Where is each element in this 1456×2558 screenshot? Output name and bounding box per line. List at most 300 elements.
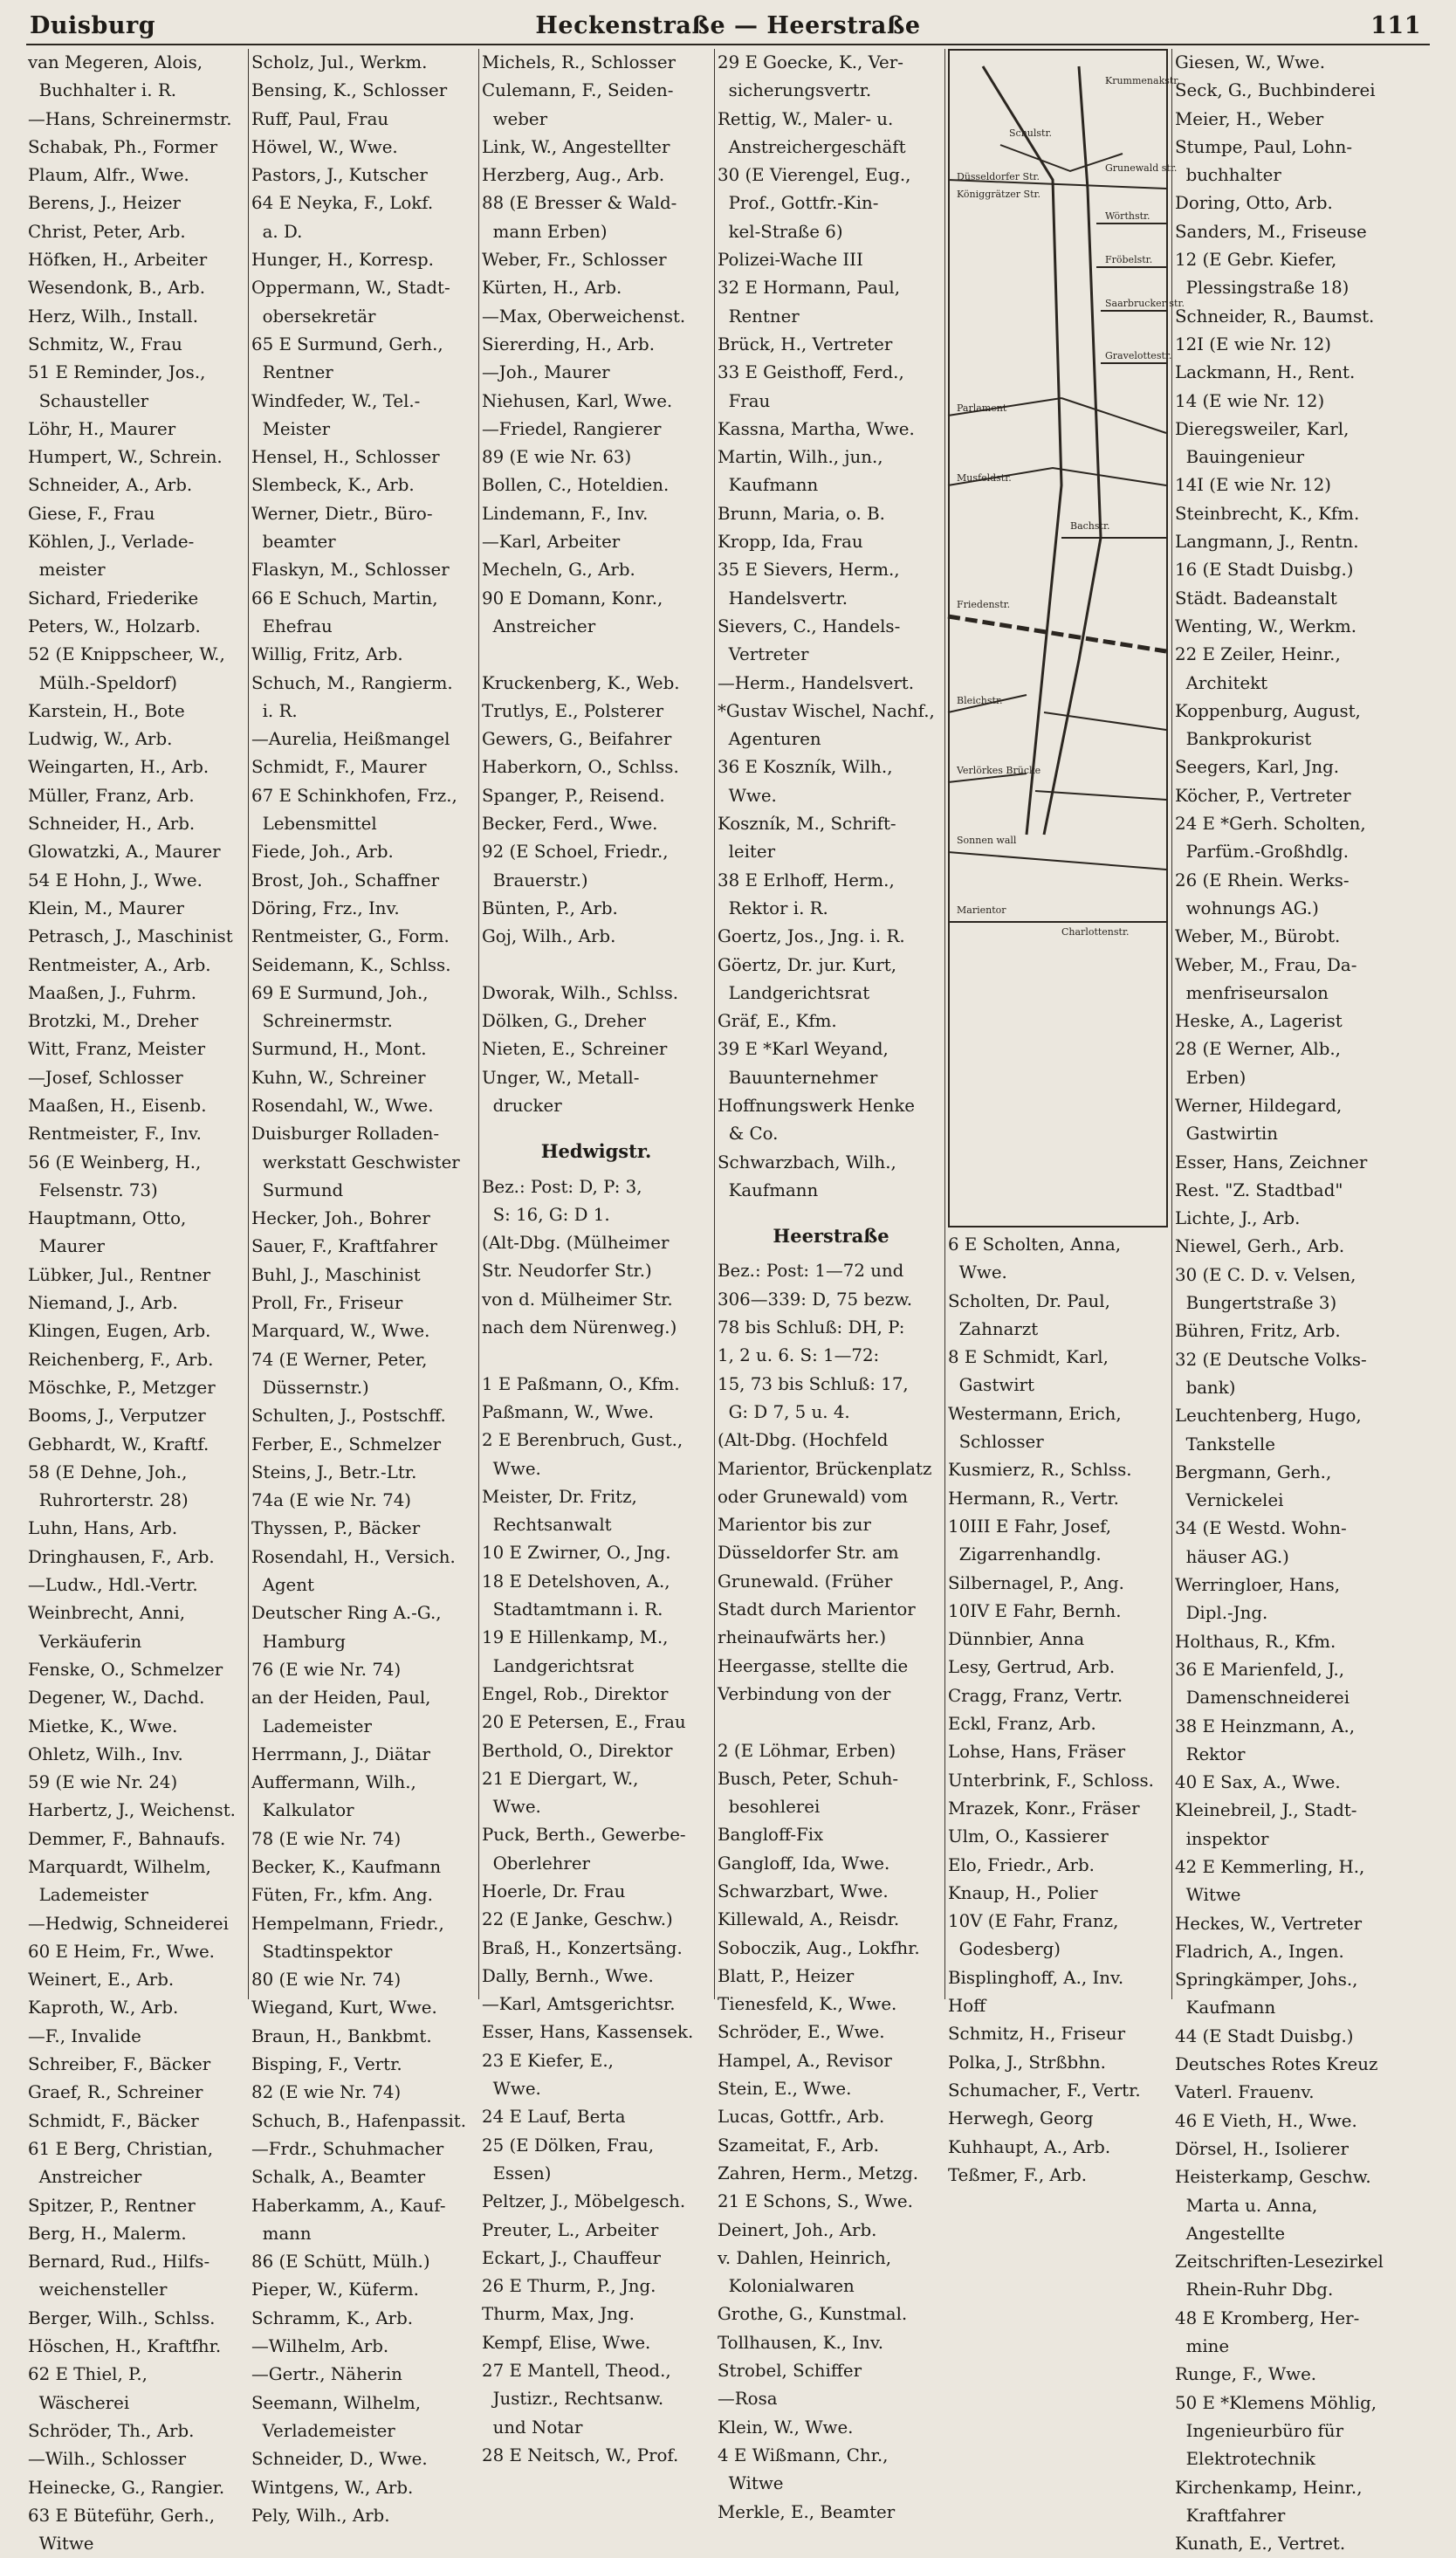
entry-line: Dünnbier, Anna bbox=[948, 1629, 1085, 1650]
entry-line: Martin, Wilh., jun., bbox=[718, 447, 883, 468]
entry-line: —Gertr., Näherin bbox=[251, 2364, 402, 2385]
entry-line: —Frdr., Schuhmacher bbox=[251, 2138, 444, 2159]
entry-line: Bühren, Fritz, Arb. bbox=[1175, 1321, 1341, 1342]
entry-line: Hamburg bbox=[251, 1631, 346, 1652]
entry-line: —Ludw., Hdl.-Vertr. bbox=[28, 1575, 198, 1596]
entry-line: 25 (E Dölken, Frau, bbox=[482, 2135, 655, 2156]
svg-text:Königgrätzer Str.: Königgrätzer Str. bbox=[957, 189, 1041, 200]
entry-line: Stadtinspektor bbox=[251, 1941, 393, 1962]
entry-line: Schreiber, F., Bäcker bbox=[28, 2054, 211, 2075]
entry-line: Ingenieurbüro für bbox=[1175, 2420, 1344, 2441]
entry-line: Heckes, W., Vertreter bbox=[1175, 1913, 1363, 1934]
entry-line: Scholten, Dr. Paul, bbox=[948, 1290, 1110, 1311]
entry-line: Schwarzbach, Wilh., bbox=[718, 1152, 896, 1172]
entry-line: Kürten, H., Arb. bbox=[482, 278, 622, 299]
entry-line: 23 E Kiefer, E., bbox=[482, 2050, 614, 2071]
entry-line: Gebhardt, W., Kraftf. bbox=[28, 1434, 209, 1454]
svg-text:Marientor: Marientor bbox=[957, 904, 1006, 916]
entry-line: Rektor bbox=[1175, 1743, 1246, 1764]
entry-line: Angestellte bbox=[1175, 2223, 1286, 2244]
entry-line: Schreinermstr. bbox=[251, 1011, 393, 1032]
entry-line: Busch, Peter, Schuh- bbox=[718, 1768, 898, 1789]
entry-line: —Hedwig, Schneiderei bbox=[28, 1913, 229, 1934]
entry-line: Schuch, M., Rangierm. bbox=[251, 672, 453, 693]
entry-line: weber bbox=[482, 108, 548, 129]
entry-line: 65 E Surmund, Gerh., bbox=[251, 334, 443, 354]
entry-line: Kleinebreil, J., Stadt- bbox=[1175, 1800, 1357, 1821]
entry-line: 78 bis Schluß: DH, P: bbox=[718, 1317, 905, 1338]
entry-line: Meister, Dr. Fritz, bbox=[482, 1486, 637, 1507]
entry-line: Wenting, W., Werkm. bbox=[1175, 615, 1357, 636]
entry-line: Marta u. Anna, bbox=[1175, 2195, 1318, 2216]
entry-line: Hempelmann, Friedr., bbox=[251, 1913, 444, 1934]
entry-line: 1, 2 u. 6. S: 1—72: bbox=[718, 1345, 880, 1366]
entry-line: 1 E Paßmann, O., Kfm. bbox=[482, 1373, 680, 1394]
page-number: 111 bbox=[1370, 12, 1421, 39]
entry-line: 89 (E wie Nr. 63) bbox=[482, 447, 632, 468]
entry-line: Culemann, F., Seiden- bbox=[482, 80, 674, 101]
entry-line: 50 E *Klemens Möhlig, bbox=[1175, 2392, 1377, 2413]
street-heading: Heerstraße bbox=[773, 1225, 889, 1248]
entry-line: Frau bbox=[718, 390, 771, 411]
entry-line: Surmund bbox=[251, 1179, 344, 1200]
entry-line: 10IV E Fahr, Bernh. bbox=[948, 1600, 1122, 1621]
entry-line: —Joh., Maurer bbox=[482, 362, 610, 383]
entry-line: 28 E Neitsch, W., Prof. bbox=[482, 2445, 679, 2465]
entry-line: Kolonialwaren bbox=[718, 2276, 855, 2297]
entry-line: Tankstelle bbox=[1175, 1434, 1275, 1454]
entry-line: —F., Invalide bbox=[28, 2025, 141, 2046]
entry-line: Witwe bbox=[28, 2534, 94, 2555]
entry-line: Seck, G., Buchbinderei bbox=[1175, 80, 1376, 101]
entry-line: 12 (E Gebr. Kiefer, bbox=[1175, 250, 1337, 271]
entry-line: 46 E Vieth, H., Wwe. bbox=[1175, 2110, 1357, 2131]
entry-line: Herwegh, Georg bbox=[948, 2108, 1094, 2129]
entry-line bbox=[718, 1709, 944, 1736]
entry-line: Brück, H., Vertreter bbox=[718, 334, 893, 354]
street-range-header: Heckenstraße — Heerstraße bbox=[535, 12, 921, 39]
entry-line: Goertz, Jos., Jng. i. R. bbox=[718, 926, 905, 947]
entry-line: Hampel, A., Revisor bbox=[718, 2050, 892, 2071]
entry-line: Verlademeister bbox=[251, 2420, 395, 2441]
entry-line: 26 (E Rhein. Werks- bbox=[1175, 870, 1350, 890]
entry-line: Weinbrecht, Anni, bbox=[28, 1603, 186, 1624]
entry-line: 24 E Lauf, Berta bbox=[482, 2107, 626, 2128]
entry-line: Knaup, H., Polier bbox=[948, 1882, 1098, 1903]
entry-line: G: D 7, 5 u. 4. bbox=[718, 1401, 850, 1422]
entry-line: 2 E Berenbruch, Gust., bbox=[482, 1430, 683, 1451]
entry-line: Preuter, L., Arbeiter bbox=[482, 2219, 659, 2240]
entry-line: 59 (E wie Nr. 24) bbox=[28, 1772, 178, 1793]
entry-line: Ohletz, Wilh., Inv. bbox=[28, 1743, 183, 1764]
entry-line: Felsenstr. 73) bbox=[28, 1179, 158, 1200]
entry-line: Mecheln, G., Arb. bbox=[482, 560, 635, 581]
entry-line: Lichte, J., Arb. bbox=[1175, 1208, 1301, 1229]
entry-line: Blatt, P., Heizer bbox=[718, 1965, 855, 1986]
entry-line: Hoff bbox=[948, 1996, 986, 2017]
entry-line: Meister bbox=[251, 418, 331, 439]
entry-line: Eckl, Franz, Arb. bbox=[948, 1714, 1096, 1735]
entry-line: 42 E Kemmerling, H., bbox=[1175, 1857, 1365, 1877]
entry-line: Becker, K., Kaufmann bbox=[251, 1857, 442, 1877]
entry-line: Damenschneiderei bbox=[1175, 1688, 1350, 1709]
svg-text:Friedenstr.: Friedenstr. bbox=[957, 599, 1011, 610]
column-divider bbox=[944, 49, 945, 1999]
entry-line: Ludwig, W., Arb. bbox=[28, 729, 173, 750]
entry-line: Ulm, O., Kassierer bbox=[948, 1826, 1109, 1847]
entry-line: Flaskyn, M., Schlosser bbox=[251, 560, 450, 581]
entry-line: —Josef, Schlosser bbox=[28, 1067, 183, 1088]
entry-line: Plaum, Alfr., Wwe. bbox=[28, 165, 189, 186]
entry-line: Zahren, Herm., Metzg. bbox=[718, 2163, 919, 2183]
entry-line: Kuhhaupt, A., Arb. bbox=[948, 2136, 1111, 2157]
entry-line: Justizr., Rechtsanw. bbox=[482, 2389, 664, 2410]
entry-line: Lackmann, H., Rent. bbox=[1175, 362, 1356, 383]
entry-line: Wiegand, Kurt, Wwe. bbox=[251, 1998, 437, 2018]
entry-line: Strobel, Schiffer bbox=[718, 2361, 862, 2382]
entry-line: 67 E Schinkhofen, Frz., bbox=[251, 785, 457, 806]
entry-line: Lindemann, F., Inv. bbox=[482, 503, 649, 524]
entry-line: Glowatzki, A., Maurer bbox=[28, 842, 221, 863]
entry-line: Kaufmann bbox=[718, 1179, 819, 1200]
entry-line: Erben) bbox=[1175, 1067, 1247, 1088]
entry-line: Engel, Rob., Direktor bbox=[482, 1683, 669, 1704]
svg-text:Wörthstr.: Wörthstr. bbox=[1105, 210, 1150, 222]
entry-line: Niemand, J., Arb. bbox=[28, 1293, 178, 1314]
entry-line: bank) bbox=[1175, 1377, 1236, 1398]
entry-line: Trutlys, E., Polsterer bbox=[482, 700, 664, 721]
entry-line: Köhlen, J., Verlade- bbox=[28, 532, 195, 553]
entry-line: 12I (E wie Nr. 12) bbox=[1175, 334, 1332, 354]
entry-line: Thyssen, P., Bäcker bbox=[251, 1518, 421, 1539]
entry-line: Rektor i. R. bbox=[718, 897, 828, 918]
entry-line: Stadtamtmann i. R. bbox=[482, 1599, 663, 1620]
entry-line: Szameitat, F., Arb. bbox=[718, 2135, 880, 2156]
entry-line: Kempf, Elise, Wwe. bbox=[482, 2332, 651, 2353]
column-3 bbox=[482, 49, 711, 2465]
entry-line: 30 (E Vierengel, Eug., bbox=[718, 165, 911, 186]
entry-line: 66 E Schuch, Martin, bbox=[251, 588, 438, 609]
entry-line: Langmann, J., Rentn. bbox=[1175, 532, 1359, 553]
entry-line: Schneider, D., Wwe. bbox=[251, 2449, 428, 2470]
entry-line: Köcher, P., Vertreter bbox=[1175, 785, 1351, 806]
svg-text:Musfeldstr.: Musfeldstr. bbox=[957, 472, 1012, 484]
entry-line: Braß, H., Konzertsäng. bbox=[482, 1937, 683, 1958]
entry-line: Bauingenieur bbox=[1175, 447, 1305, 468]
column-5 bbox=[948, 1231, 1168, 2185]
entry-line: Hunger, H., Korresp. bbox=[251, 250, 434, 271]
entry-line: *Gustav Wischel, Nachf., bbox=[718, 700, 935, 721]
entry-line: Lesy, Gertrud, Arb. bbox=[948, 1657, 1116, 1678]
entry-line: 35 E Sievers, Herm., bbox=[718, 560, 900, 581]
entry-line: 16 (E Stadt Duisbg.) bbox=[1175, 560, 1354, 581]
entry-line: Dörsel, H., Isolierer bbox=[1175, 2138, 1349, 2159]
entry-line: nach dem Nürenweg.) bbox=[482, 1317, 677, 1338]
entry-line: Mülh.-Speldorf) bbox=[28, 672, 177, 693]
entry-line: 29 E Goecke, K., Ver- bbox=[718, 52, 903, 72]
entry-line: Goj, Wilh., Arb. bbox=[482, 926, 616, 947]
entry-line: Schuch, B., Hafenpassit. bbox=[251, 2110, 467, 2131]
entry-line: häuser AG.) bbox=[1175, 1546, 1289, 1567]
entry-line: Müller, Franz, Arb. bbox=[28, 785, 195, 806]
entry-line: 14 (E wie Nr. 12) bbox=[1175, 390, 1325, 411]
entry-line: Pastors, J., Kutscher bbox=[251, 165, 428, 186]
entry-line: Peters, W., Holzarb. bbox=[28, 615, 201, 636]
entry-line: Tollhausen, K., Inv. bbox=[718, 2332, 883, 2353]
entry-line: Bungertstraße 3) bbox=[1175, 1293, 1337, 1314]
entry-line: Oberlehrer bbox=[482, 1853, 591, 1874]
entry-line: Handelsvertr. bbox=[718, 588, 848, 609]
entry-line: Rentner bbox=[251, 362, 333, 383]
entry-line: Graef, R., Schreiner bbox=[28, 2082, 203, 2103]
entry-line: Cragg, Franz, Vertr. bbox=[948, 1685, 1123, 1706]
entry-line: Wwe. bbox=[718, 785, 777, 806]
entry-line: Witt, Franz, Meister bbox=[28, 1039, 206, 1060]
entry-line: Bensing, K., Schlosser bbox=[251, 80, 448, 101]
entry-line: Harbertz, J., Weichenst. bbox=[28, 1800, 236, 1821]
entry-line: 61 E Berg, Christian, bbox=[28, 2138, 214, 2159]
entry-line: 2 (E Löhmar, Erben) bbox=[718, 1740, 896, 1761]
entry-line: Paßmann, W., Wwe. bbox=[482, 1401, 655, 1422]
entry-line: Herrmann, J., Diätar bbox=[251, 1743, 430, 1764]
entry-line: Schröder, Th., Arb. bbox=[28, 2420, 195, 2441]
entry-line: Runge, F., Wwe. bbox=[1175, 2364, 1317, 2385]
entry-line: Witwe bbox=[1175, 1885, 1241, 1906]
entry-line: Zahnarzt bbox=[948, 1318, 1039, 1339]
entry-line: Berthold, O., Direktor bbox=[482, 1740, 673, 1761]
entry-line: 52 (E Knippscheer, W., bbox=[28, 644, 225, 665]
entry-line: buchhalter bbox=[1175, 165, 1281, 186]
entry-line: und Notar bbox=[482, 2417, 583, 2438]
entry-line: Ruhrorterstr. 28) bbox=[28, 1490, 189, 1511]
entry-line: 74a (E wie Nr. 74) bbox=[251, 1490, 412, 1511]
entry-line: Bez.: Post: 1—72 und bbox=[718, 1261, 904, 1282]
entry-line: Silbernagel, P., Ang. bbox=[948, 1572, 1124, 1593]
entry-line: Maaßen, J., Fuhrm. bbox=[28, 982, 197, 1003]
entry-line: Meier, H., Weber bbox=[1175, 108, 1324, 129]
entry-line: mine bbox=[1175, 2336, 1230, 2357]
entry-line: Brauerstr.) bbox=[482, 870, 588, 890]
entry-line: (Alt-Dbg. (Hochfeld bbox=[718, 1430, 889, 1451]
entry-line: 8 E Schmidt, Karl, bbox=[948, 1347, 1109, 1368]
entry-line: Döring, Frz., Inv. bbox=[251, 897, 400, 918]
entry-line: Esser, Hans, Kassensek. bbox=[482, 2022, 694, 2043]
entry-line: 54 E Hohn, J., Wwe. bbox=[28, 870, 203, 890]
entry-line: kel-Straße 6) bbox=[718, 221, 843, 242]
entry-line: Schmitz, W., Frau bbox=[28, 334, 182, 354]
entry-line: 51 E Reminder, Jos., bbox=[28, 362, 206, 383]
entry-line: Kassna, Martha, Wwe. bbox=[718, 418, 915, 439]
entry-line: weichensteller bbox=[28, 2280, 168, 2300]
entry-line: Essen) bbox=[482, 2163, 552, 2183]
entry-line: 33 E Geisthoff, Ferd., bbox=[718, 362, 904, 383]
entry-line: Wwe. bbox=[482, 1797, 541, 1818]
entry-line: Düsseldorfer Str. am bbox=[718, 1543, 899, 1564]
entry-line: Lademeister bbox=[251, 1716, 372, 1736]
entry-line: Ferber, E., Schmelzer bbox=[251, 1434, 442, 1454]
entry-line: Kaufmann bbox=[1175, 1998, 1276, 2018]
svg-text:Schulstr.: Schulstr. bbox=[1009, 127, 1052, 139]
entry-line: 26 E Thurm, P., Jng. bbox=[482, 2276, 656, 2297]
entry-line: Berger, Wilh., Schlss. bbox=[28, 2307, 216, 2328]
entry-line: 10V (E Fahr, Franz, bbox=[948, 1911, 1119, 1932]
entry-line: Holthaus, R., Kfm. bbox=[1175, 1631, 1336, 1652]
entry-line: 24 E *Gerh. Scholten, bbox=[1175, 814, 1366, 835]
entry-line: Wwe. bbox=[482, 1458, 541, 1479]
entry-line: Anstreicher bbox=[28, 2167, 142, 2188]
entry-line: Werringloer, Hans, bbox=[1175, 1575, 1341, 1596]
svg-text:Parlament: Parlament bbox=[957, 402, 1007, 414]
entry-line: Schramm, K., Arb. bbox=[251, 2307, 414, 2328]
entry-line: Hermann, R., Vertr. bbox=[948, 1488, 1119, 1509]
entry-line: Lebensmittel bbox=[251, 814, 377, 835]
entry-line: Rentmeister, A., Arb. bbox=[28, 954, 211, 975]
entry-line: Zeitschriften-Lesezirkel bbox=[1175, 2252, 1384, 2273]
entry-line: Stadt durch Marientor bbox=[718, 1599, 916, 1620]
entry-line: 86 (E Schütt, Mülh.) bbox=[251, 2252, 430, 2273]
svg-text:Düsseldorfer Str.: Düsseldorfer Str. bbox=[957, 171, 1040, 182]
entry-line: Spanger, P., Reisend. bbox=[482, 785, 665, 806]
entry-line: Grunewald. (Früher bbox=[718, 1571, 893, 1592]
entry-line: Braun, H., Bankbmt. bbox=[251, 2025, 432, 2046]
entry-line: Ruff, Paul, Frau bbox=[251, 108, 389, 129]
entry-line: 22 E Zeiler, Heinr., bbox=[1175, 644, 1341, 665]
column-1 bbox=[28, 49, 246, 2555]
entry-line: Rhein-Ruhr Dbg. bbox=[1175, 2280, 1334, 2300]
entry-line: Verbindung von der bbox=[718, 1683, 891, 1704]
entry-line: —Karl, Arbeiter bbox=[482, 532, 621, 553]
entry-line: Marquard, W., Wwe. bbox=[251, 1321, 430, 1342]
entry-line: Fenske, O., Schmelzer bbox=[28, 1659, 223, 1680]
entry-line: Brunn, Maria, o. B. bbox=[718, 503, 885, 524]
entry-line: Rentmeister, G., Form. bbox=[251, 926, 450, 947]
entry-line: Killewald, A., Reisdr. bbox=[718, 1909, 900, 1930]
entry-line: v. Dahlen, Heinrich, bbox=[718, 2247, 892, 2268]
entry-line: Werner, Dietr., Büro- bbox=[251, 503, 433, 524]
entry-line: von d. Mülheimer Str. bbox=[482, 1289, 673, 1310]
entry-line: Rosendahl, W., Wwe. bbox=[251, 1095, 434, 1116]
entry-line: 36 E Koszník, Wilh., bbox=[718, 757, 893, 778]
entry-line: Westermann, Erich, bbox=[948, 1403, 1122, 1424]
entry-line: Witwe bbox=[718, 2473, 784, 2494]
entry-line: Schneider, A., Arb. bbox=[28, 475, 193, 496]
svg-text:Grunewald str.: Grunewald str. bbox=[1105, 162, 1178, 174]
entry-line: Unterbrink, F., Schloss. bbox=[948, 1770, 1154, 1791]
entry-line: Vaterl. Frauenv. bbox=[1175, 2082, 1315, 2103]
column-divider bbox=[248, 49, 249, 1999]
entry-line: Maaßen, H., Eisenb. bbox=[28, 1095, 207, 1116]
entry-line: 4 E Wißmann, Chr., bbox=[718, 2445, 889, 2465]
entry-line: Niewel, Gerh., Arb. bbox=[1175, 1236, 1345, 1257]
entry-line: Kaproth, W., Arb. bbox=[28, 1998, 179, 2018]
entry-line: Schulten, J., Postschff. bbox=[251, 1406, 446, 1427]
entry-line: Kruckenberg, K., Web. bbox=[482, 672, 680, 693]
entry-line: Herzberg, Aug., Arb. bbox=[482, 165, 665, 186]
entry-line: Haberkamm, A., Kauf- bbox=[251, 2195, 446, 2216]
entry-line: Elektrotechnik bbox=[1175, 2449, 1315, 2470]
entry-line: Heske, A., Lagerist bbox=[1175, 1011, 1343, 1032]
entry-line: Hecker, Joh., Bohrer bbox=[251, 1208, 430, 1229]
entry-line: Pieper, W., Küferm. bbox=[251, 2280, 419, 2300]
entry-line: —Friedel, Rangierer bbox=[482, 418, 662, 439]
svg-text:Bachstr.: Bachstr. bbox=[1070, 520, 1110, 532]
entry-line: Slembeck, K., Arb. bbox=[251, 475, 415, 496]
entry-line: Heergasse, stellte die bbox=[718, 1655, 909, 1676]
svg-text:Gravelottestr.: Gravelottestr. bbox=[1105, 350, 1172, 361]
entry-line: 92 (E Schoel, Friedr., bbox=[482, 842, 669, 863]
entry-line: Marientor, Brückenplatz bbox=[718, 1458, 932, 1479]
entry-line: Bernard, Rud., Hilfs- bbox=[28, 2252, 210, 2273]
entry-line: Marientor bis zur bbox=[718, 1515, 871, 1536]
entry-line: Bankprokurist bbox=[1175, 729, 1312, 750]
entry-line: Peltzer, J., Möbelgesch. bbox=[482, 2191, 686, 2212]
entry-line: Lohse, Hans, Fräser bbox=[948, 1742, 1126, 1763]
entry-line: Deutsches Rotes Kreuz bbox=[1175, 2054, 1378, 2075]
entry-line: Agent bbox=[251, 1575, 314, 1596]
entry-line: Mietke, K., Wwe. bbox=[28, 1716, 178, 1736]
entry-line: inspektor bbox=[1175, 1828, 1269, 1849]
entry-line: Pely, Wilh., Arb. bbox=[251, 2505, 390, 2526]
entry-line: 38 E Erlhoff, Herm., bbox=[718, 870, 895, 890]
entry-line: Stein, E., Wwe. bbox=[718, 2079, 852, 2100]
entry-line: rheinaufwärts her.) bbox=[718, 1627, 887, 1648]
entry-line: Parfüm.-Großhdlg. bbox=[1175, 842, 1350, 863]
entry-line: Bergmann, Gerh., bbox=[1175, 1461, 1332, 1482]
entry-line: Proll, Fr., Friseur bbox=[251, 1293, 403, 1314]
entry-line: Architekt bbox=[1175, 672, 1268, 693]
entry-line: Kraftfahrer bbox=[1175, 2505, 1286, 2526]
entry-line: Marquardt, Wilhelm, bbox=[28, 1857, 211, 1877]
entry-line: Nieten, E., Schreiner bbox=[482, 1039, 668, 1060]
entry-line: Hoffnungswerk Henke bbox=[718, 1095, 916, 1116]
entry-line: 28 (E Werner, Alb., bbox=[1175, 1039, 1341, 1060]
entry-line: Rest. "Z. Stadtbad" bbox=[1175, 1179, 1343, 1200]
city-header: Duisburg bbox=[30, 12, 156, 39]
entry-line: Gangloff, Ida, Wwe. bbox=[718, 1853, 890, 1874]
entry-line: 48 E Kromberg, Her- bbox=[1175, 2307, 1360, 2328]
entry-line: Haberkorn, O., Schlss. bbox=[482, 757, 679, 778]
entry-line: 30 (E C. D. v. Velsen, bbox=[1175, 1264, 1356, 1285]
entry-line: Dipl.-Jng. bbox=[1175, 1603, 1268, 1624]
entry-line: Hoerle, Dr. Frau bbox=[482, 1881, 626, 1901]
entry-line: Brost, Joh., Schaffner bbox=[251, 870, 440, 890]
entry-line: Christ, Peter, Arb. bbox=[28, 221, 186, 242]
entry-line: 60 E Heim, Fr., Wwe. bbox=[28, 1941, 215, 1962]
entry-line: mann bbox=[251, 2223, 312, 2244]
entry-line: menfriseursalon bbox=[1175, 982, 1329, 1003]
entry-line: Koppenburg, August, bbox=[1175, 700, 1361, 721]
entry-line: Schwarzbart, Wwe. bbox=[718, 1881, 889, 1901]
entry-line: 32 E Hormann, Paul, bbox=[718, 278, 900, 299]
entry-line: Leuchtenberg, Hugo, bbox=[1175, 1406, 1362, 1427]
entry-line: 39 E *Karl Weyand, bbox=[718, 1039, 889, 1060]
entry-line: Bez.: Post: D, P: 3, bbox=[482, 1176, 642, 1197]
entry-line: Kusmierz, R., Schlss. bbox=[948, 1460, 1132, 1481]
entry-line: —Hans, Schreinermstr. bbox=[28, 108, 232, 129]
entry-line: & Co. bbox=[718, 1124, 779, 1145]
entry-line: 27 E Mantell, Theod., bbox=[482, 2361, 671, 2382]
entry-line: 56 (E Weinberg, H., bbox=[28, 1152, 202, 1172]
entry-line: Schmidt, F., Maurer bbox=[251, 757, 427, 778]
entry-line: Doring, Otto, Arb. bbox=[1175, 193, 1333, 214]
entry-line: Rentner bbox=[718, 306, 800, 327]
entry-line: Buchhalter i. R. bbox=[28, 80, 177, 101]
entry-line: Rechtsanwalt bbox=[482, 1515, 612, 1536]
entry-line: Schneider, H., Arb. bbox=[28, 814, 196, 835]
entry-line: —Rosa bbox=[718, 2389, 778, 2410]
entry-line: a. D. bbox=[251, 221, 303, 242]
svg-text:Fröbelstr.: Fröbelstr. bbox=[1105, 254, 1153, 265]
